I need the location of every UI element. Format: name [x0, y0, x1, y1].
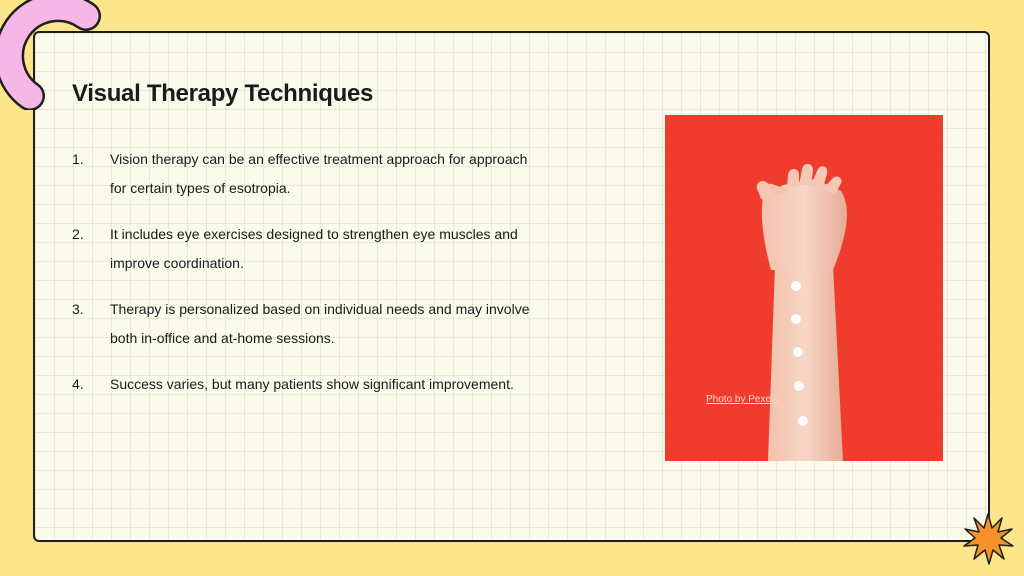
list-number: 1.: [72, 151, 84, 167]
list-text: It includes eye exercises designed to strengthen eye muscles and improve coordination.: [110, 226, 518, 271]
photo-credit-link[interactable]: Photo by Pexels: [706, 394, 779, 405]
page-title: Visual Therapy Techniques: [72, 80, 374, 107]
list-number: 3.: [72, 301, 84, 317]
list-text: Vision therapy can be an effective treatment approach for approach for certain types of esotropia.: [110, 151, 528, 196]
list-item: [72, 295, 532, 353]
list-number: 2.: [72, 226, 84, 242]
list-number: 4.: [72, 376, 84, 392]
list-text: Therapy is personalized based on individual needs and may involve both in-office and at-home sessions.: [110, 301, 530, 346]
orange-starburst-icon: [962, 513, 1014, 565]
list-text: Success varies, but many patients show significant improvement.: [110, 376, 514, 392]
list-item: [72, 220, 532, 278]
list-item: [72, 145, 532, 203]
numbered-list: [72, 145, 532, 416]
arm-photo: [665, 115, 943, 461]
arm-illustration: [665, 115, 943, 461]
list-item: [72, 370, 532, 399]
